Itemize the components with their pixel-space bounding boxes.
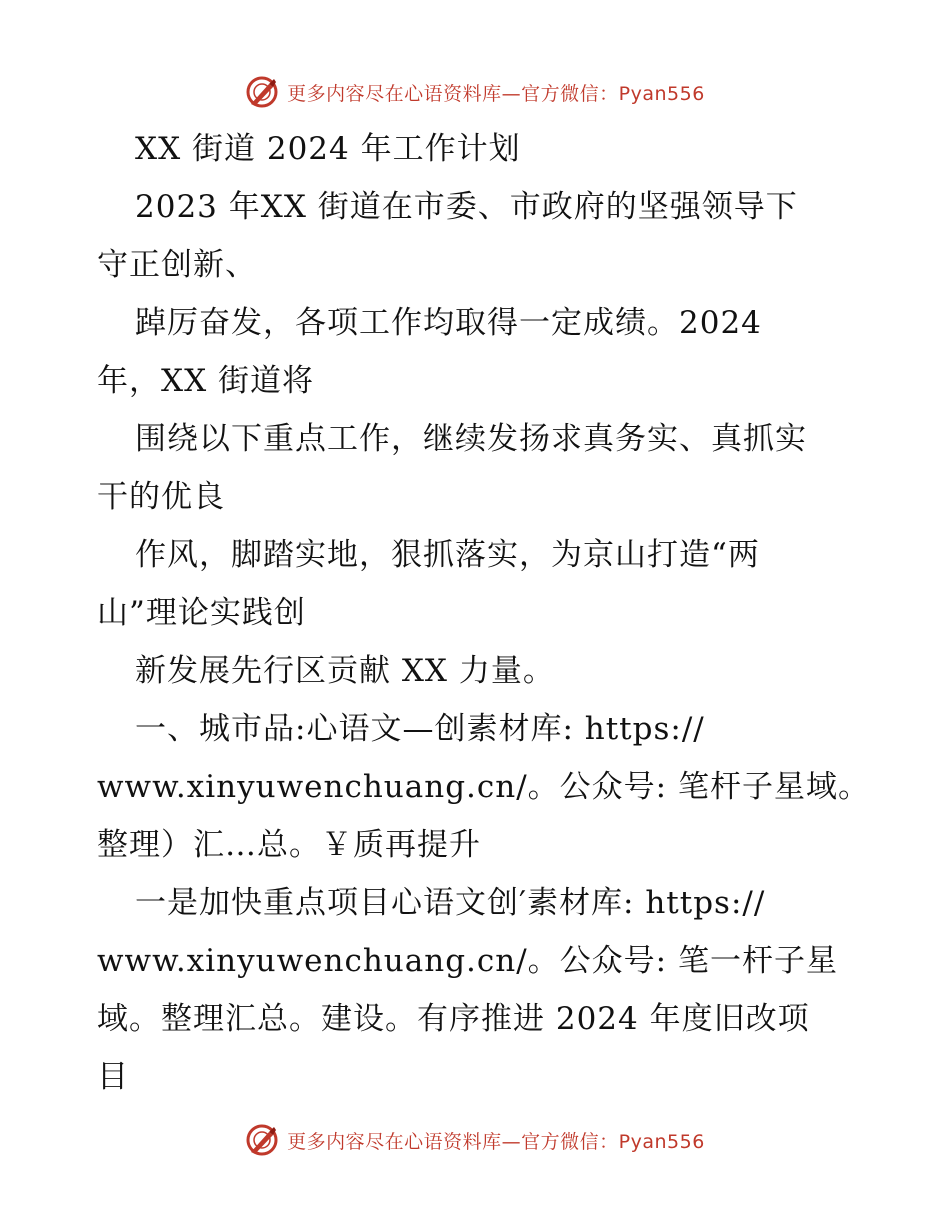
pen-logo-icon: [245, 75, 279, 109]
document-line: XX 街道 2024 年工作计划: [135, 131, 521, 167]
pen-logo-icon: [245, 1123, 279, 1157]
header-watermark-banner: [0, 72, 950, 112]
document-line: 作风，脚踏实地，狠抓落实，为京山打造“两: [135, 537, 760, 573]
document-body: [97, 120, 870, 1106]
document-line: 2023 年XX 街道在市委、市政府的坚强领导下: [135, 189, 798, 225]
document-line: 新发展先行区贡献 XX 力量。: [135, 653, 555, 689]
document-line: 一是加快重点项目心语文创′素材库: https://: [135, 885, 766, 921]
document-line: 目: [97, 1059, 129, 1095]
document-line: 围绕以下重点工作，继续发扬求真务实、真抓实: [135, 421, 807, 457]
document-line: 域。整理汇总。建设。有序推进 2024 年度旧改项: [97, 1001, 810, 1037]
document-line: 踔厉奋发，各项工作均取得一定成绩。2024: [135, 305, 762, 341]
document-line: 年，XX 街道将: [97, 363, 314, 399]
document-line: www.xinyuwenchuang.cn/。公众号: 笔杆子星域。: [97, 769, 870, 805]
footer-watermark-banner: [0, 1120, 950, 1160]
document-line: 守正创新、: [97, 247, 257, 283]
document-line: 一、城市品:心语文—创素材库: https://: [135, 711, 705, 747]
document-line: www.xinyuwenchuang.cn/。公众号: 笔一杆子星: [97, 943, 838, 979]
document-line: 山”理论实践创: [97, 595, 306, 631]
document-line: 干的优良: [97, 479, 225, 515]
footer-watermark-text: 更多内容尽在心语资料库—官方微信：Pyan556: [287, 1130, 705, 1153]
document-line: 整理）汇…总。￥质再提升: [97, 827, 481, 863]
header-watermark-text: 更多内容尽在心语资料库—官方微信：Pyan556: [287, 82, 705, 105]
